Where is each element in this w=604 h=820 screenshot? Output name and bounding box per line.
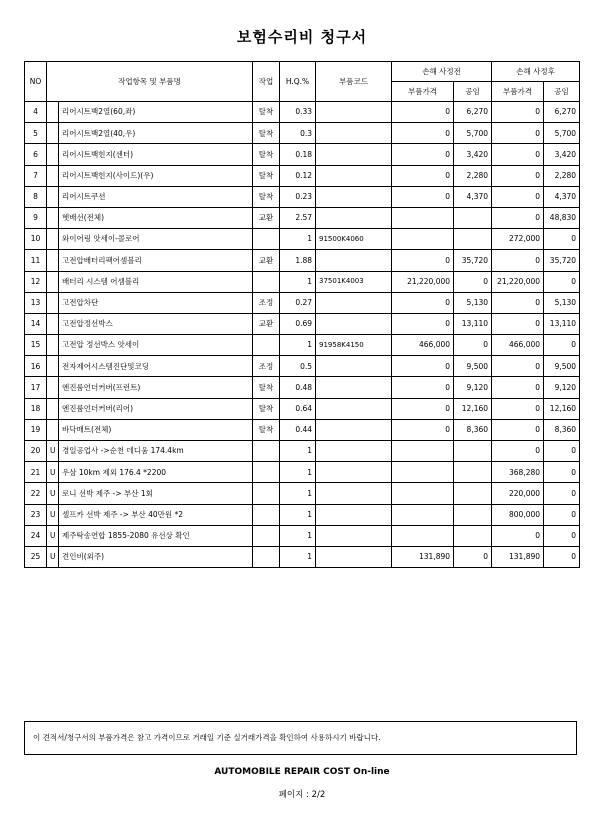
row-after-part-price: 131,890	[492, 546, 544, 567]
row-hq: 0.27	[280, 292, 316, 313]
row-item-name: 엔진룸언더커버(리어)	[59, 398, 253, 419]
row-before-part-price	[392, 207, 454, 228]
row-before-part-price	[392, 504, 454, 525]
table-row	[25, 102, 580, 123]
row-part-code	[316, 546, 392, 567]
row-hq: 0.69	[280, 313, 316, 334]
row-work-type: 탈착	[253, 165, 280, 186]
row-work-type: 탈착	[253, 123, 280, 144]
row-after-labor: 35,720	[544, 250, 580, 271]
table-row	[25, 186, 580, 207]
row-after-part-price: 272,000	[492, 229, 544, 250]
table-row	[25, 207, 580, 228]
row-before-part-price: 0	[392, 419, 454, 440]
header-after-labor: 공임	[544, 82, 580, 102]
row-u-flag: U	[47, 504, 59, 525]
row-item-name: 경일공업사 ->순천 데디움 174.4km	[59, 441, 253, 462]
row-work-type: 교환	[253, 250, 280, 271]
row-hq: 0.64	[280, 398, 316, 419]
row-after-labor: 5,130	[544, 292, 580, 313]
row-no: 23	[25, 504, 47, 525]
row-part-code	[316, 419, 392, 440]
table-row	[25, 356, 580, 377]
row-no: 20	[25, 441, 47, 462]
header-after-group: 손해 사정후	[492, 62, 580, 82]
header-code: 부품코드	[316, 62, 392, 102]
row-before-part-price	[392, 483, 454, 504]
row-no: 8	[25, 186, 47, 207]
document-title: 보험수리비 청구서	[236, 28, 368, 46]
row-work-type: 교환	[253, 313, 280, 334]
row-before-labor	[454, 229, 492, 250]
row-work-type: 탈착	[253, 419, 280, 440]
row-no: 17	[25, 377, 47, 398]
row-before-part-price: 0	[392, 165, 454, 186]
row-after-part-price: 0	[492, 250, 544, 271]
table-row	[25, 546, 580, 567]
row-before-part-price: 0	[392, 123, 454, 144]
row-after-part-price: 0	[492, 292, 544, 313]
row-part-code	[316, 144, 392, 165]
row-no: 19	[25, 419, 47, 440]
row-hq: 1	[280, 271, 316, 292]
row-before-labor: 12,160	[454, 398, 492, 419]
row-hq: 1	[280, 483, 316, 504]
row-after-labor: 0	[544, 462, 580, 483]
row-work-type	[253, 335, 280, 356]
table-row	[25, 144, 580, 165]
row-before-labor: 5,130	[454, 292, 492, 313]
row-after-part-price: 0	[492, 144, 544, 165]
row-after-labor: 13,110	[544, 313, 580, 334]
row-before-labor	[454, 441, 492, 462]
row-item-name: 고전압배터리팩어셈블리	[59, 250, 253, 271]
row-part-code	[316, 377, 392, 398]
row-after-labor: 12,160	[544, 398, 580, 419]
row-part-code	[316, 356, 392, 377]
row-before-part-price: 0	[392, 377, 454, 398]
row-after-part-price: 220,000	[492, 483, 544, 504]
row-before-labor: 0	[454, 546, 492, 567]
row-work-type: 탈착	[253, 186, 280, 207]
row-part-code	[316, 186, 392, 207]
row-hq: 0.18	[280, 144, 316, 165]
table-row	[25, 250, 580, 271]
notice-box: 이 견적서/청구서의 부품가격은 참고 가격이므로 거래일 기준 실거래가격을 확인하여 사용하시기 바랍니다.	[24, 721, 577, 755]
row-after-part-price: 800,000	[492, 504, 544, 525]
row-u-flag	[47, 186, 59, 207]
page-number: 페이지 : 2/2	[278, 790, 326, 800]
row-after-labor: 9,120	[544, 377, 580, 398]
row-after-part-price: 0	[492, 186, 544, 207]
table-row	[25, 462, 580, 483]
row-after-labor: 8,360	[544, 419, 580, 440]
row-hq: 1	[280, 441, 316, 462]
row-work-type	[253, 462, 280, 483]
row-item-name: 우삼 10km 제외 176.4 *2200	[59, 462, 253, 483]
row-after-labor: 5,700	[544, 123, 580, 144]
row-hq: 0.48	[280, 377, 316, 398]
repair-cost-table	[24, 61, 580, 568]
table-row	[25, 419, 580, 440]
row-part-code: 91958K4150	[316, 335, 392, 356]
table-row	[25, 525, 580, 546]
row-u-flag: U	[47, 525, 59, 546]
table-row	[25, 377, 580, 398]
row-no: 24	[25, 525, 47, 546]
row-item-name: 헷배선(전체)	[59, 207, 253, 228]
row-work-type: 탈착	[253, 144, 280, 165]
row-u-flag	[47, 123, 59, 144]
row-item-name: 고전압정선박스	[59, 313, 253, 334]
table-row	[25, 292, 580, 313]
row-hq: 0.12	[280, 165, 316, 186]
row-before-labor: 35,720	[454, 250, 492, 271]
row-hq: 1	[280, 504, 316, 525]
row-item-name: 와이어링 앗세이-콜로어	[59, 229, 253, 250]
table-row	[25, 229, 580, 250]
row-item-name: 전자제어시스템진단및코딩	[59, 356, 253, 377]
row-item-name: 제주탁송연합 1855-2080 유선상 확인	[59, 525, 253, 546]
row-u-flag: U	[47, 546, 59, 567]
row-before-part-price	[392, 229, 454, 250]
row-after-part-price: 0	[492, 165, 544, 186]
row-before-part-price: 0	[392, 356, 454, 377]
row-u-flag: U	[47, 462, 59, 483]
row-before-labor: 8,360	[454, 419, 492, 440]
row-work-type	[253, 483, 280, 504]
row-before-labor: 0	[454, 271, 492, 292]
row-no: 25	[25, 546, 47, 567]
row-part-code: 91500K4060	[316, 229, 392, 250]
row-item-name: 고전압 정선박스 앗세이	[59, 335, 253, 356]
row-before-labor	[454, 207, 492, 228]
row-before-labor: 6,270	[454, 102, 492, 123]
row-part-code	[316, 102, 392, 123]
row-part-code	[316, 441, 392, 462]
row-hq: 1.88	[280, 250, 316, 271]
row-after-part-price: 0	[492, 102, 544, 123]
row-work-type: 교환	[253, 207, 280, 228]
row-work-type	[253, 525, 280, 546]
row-after-part-price: 0	[492, 313, 544, 334]
row-u-flag	[47, 377, 59, 398]
table-row	[25, 398, 580, 419]
row-u-flag	[47, 271, 59, 292]
row-u-flag	[47, 356, 59, 377]
row-no: 6	[25, 144, 47, 165]
header-before-group: 손해 사정전	[392, 62, 492, 82]
footer-brand: AUTOMOBILE REPAIR COST On-line	[214, 767, 390, 777]
row-before-labor: 9,120	[454, 377, 492, 398]
row-part-code	[316, 313, 392, 334]
header-after-part-price: 부품가격	[492, 82, 544, 102]
row-hq: 1	[280, 462, 316, 483]
row-item-name: 로니 선박 제주 -> 부산 1회	[59, 483, 253, 504]
row-hq: 1	[280, 546, 316, 567]
row-no: 10	[25, 229, 47, 250]
row-work-type	[253, 441, 280, 462]
row-work-type	[253, 229, 280, 250]
row-no: 18	[25, 398, 47, 419]
row-before-labor: 5,700	[454, 123, 492, 144]
row-u-flag: U	[47, 441, 59, 462]
row-after-labor: 48,830	[544, 207, 580, 228]
row-u-flag	[47, 419, 59, 440]
table-row	[25, 483, 580, 504]
row-no: 14	[25, 313, 47, 334]
row-after-labor: 0	[544, 504, 580, 525]
row-after-part-price: 0	[492, 123, 544, 144]
row-item-name: 리어시트백2열(40,우)	[59, 123, 253, 144]
row-no: 12	[25, 271, 47, 292]
row-before-labor	[454, 462, 492, 483]
row-hq: 0.3	[280, 123, 316, 144]
row-before-labor	[454, 483, 492, 504]
header-hq: H.Q.%	[280, 62, 316, 102]
row-no: 21	[25, 462, 47, 483]
row-before-labor: 13,110	[454, 313, 492, 334]
row-after-labor: 0	[544, 546, 580, 567]
row-u-flag: U	[47, 483, 59, 504]
row-before-labor	[454, 504, 492, 525]
row-u-flag	[47, 207, 59, 228]
row-part-code	[316, 165, 392, 186]
row-part-code	[316, 504, 392, 525]
row-no: 9	[25, 207, 47, 228]
row-before-part-price: 0	[392, 313, 454, 334]
row-no: 22	[25, 483, 47, 504]
row-part-code	[316, 483, 392, 504]
row-after-part-price: 0	[492, 377, 544, 398]
table-row	[25, 441, 580, 462]
row-after-labor: 0	[544, 335, 580, 356]
row-before-labor: 3,420	[454, 144, 492, 165]
table-row	[25, 123, 580, 144]
row-before-part-price: 0	[392, 292, 454, 313]
row-before-part-price: 0	[392, 186, 454, 207]
table-row	[25, 335, 580, 356]
row-after-labor: 0	[544, 229, 580, 250]
row-after-part-price: 0	[492, 419, 544, 440]
row-before-part-price: 0	[392, 398, 454, 419]
row-work-type: 탈착	[253, 377, 280, 398]
row-before-part-price: 21,220,000	[392, 271, 454, 292]
row-part-code	[316, 398, 392, 419]
row-work-type: 조정	[253, 292, 280, 313]
row-after-part-price: 0	[492, 441, 544, 462]
row-u-flag	[47, 144, 59, 165]
row-after-part-price: 368,280	[492, 462, 544, 483]
row-before-labor: 0	[454, 335, 492, 356]
row-item-name: 리어시트쿠션	[59, 186, 253, 207]
row-after-labor: 9,500	[544, 356, 580, 377]
row-no: 16	[25, 356, 47, 377]
row-item-name: 바닥매트(전체)	[59, 419, 253, 440]
row-item-name: 견인비(외주)	[59, 546, 253, 567]
header-no: NO	[25, 62, 47, 102]
row-no: 7	[25, 165, 47, 186]
row-item-name: 배터리 시스템 어셈블리	[59, 271, 253, 292]
row-hq: 0.5	[280, 356, 316, 377]
row-no: 11	[25, 250, 47, 271]
row-u-flag	[47, 165, 59, 186]
row-work-type: 탈착	[253, 398, 280, 419]
row-before-part-price	[392, 441, 454, 462]
row-before-labor	[454, 525, 492, 546]
row-after-labor: 0	[544, 525, 580, 546]
table-row	[25, 271, 580, 292]
row-no: 13	[25, 292, 47, 313]
row-work-type	[253, 546, 280, 567]
row-hq: 2.57	[280, 207, 316, 228]
table-row	[25, 313, 580, 334]
row-u-flag	[47, 102, 59, 123]
table-row	[25, 165, 580, 186]
row-u-flag	[47, 335, 59, 356]
row-before-part-price: 0	[392, 144, 454, 165]
table-row	[25, 504, 580, 525]
row-after-labor: 6,270	[544, 102, 580, 123]
row-no: 5	[25, 123, 47, 144]
row-part-code	[316, 462, 392, 483]
row-before-part-price: 0	[392, 250, 454, 271]
row-part-code: 37501K4003	[316, 271, 392, 292]
header-before-part-price: 부품가격	[392, 82, 454, 102]
row-work-type: 조정	[253, 356, 280, 377]
row-after-part-price: 21,220,000	[492, 271, 544, 292]
row-no: 15	[25, 335, 47, 356]
row-hq: 1	[280, 229, 316, 250]
row-part-code	[316, 207, 392, 228]
row-no: 4	[25, 102, 47, 123]
row-item-name: 리어시트백2열(60,좌)	[59, 102, 253, 123]
row-part-code	[316, 123, 392, 144]
row-hq: 1	[280, 335, 316, 356]
row-hq: 1	[280, 525, 316, 546]
row-after-labor: 0	[544, 271, 580, 292]
table-body	[25, 102, 580, 568]
row-part-code	[316, 250, 392, 271]
row-after-labor: 2,280	[544, 165, 580, 186]
row-before-part-price: 466,000	[392, 335, 454, 356]
row-u-flag	[47, 250, 59, 271]
row-work-type	[253, 504, 280, 525]
row-item-name: 리어시트백힌지(센터)	[59, 144, 253, 165]
header-work: 작업	[253, 62, 280, 102]
row-after-labor: 0	[544, 483, 580, 504]
row-hq: 0.44	[280, 419, 316, 440]
row-before-labor: 2,280	[454, 165, 492, 186]
row-after-part-price: 0	[492, 207, 544, 228]
row-u-flag	[47, 398, 59, 419]
row-after-part-price: 466,000	[492, 335, 544, 356]
row-work-type: 탈착	[253, 102, 280, 123]
header-item: 작업항목 및 부품명	[47, 62, 253, 102]
row-before-labor: 9,500	[454, 356, 492, 377]
header-before-labor: 공임	[454, 82, 492, 102]
row-after-labor: 0	[544, 441, 580, 462]
row-after-part-price: 0	[492, 525, 544, 546]
row-before-labor: 4,370	[454, 186, 492, 207]
row-after-labor: 4,370	[544, 186, 580, 207]
row-work-type	[253, 271, 280, 292]
row-after-labor: 3,420	[544, 144, 580, 165]
row-part-code	[316, 525, 392, 546]
row-item-name: 고전압차단	[59, 292, 253, 313]
row-hq: 0.23	[280, 186, 316, 207]
row-item-name: 셀프카 선박 제주 -> 부산 40만원 *2	[59, 504, 253, 525]
row-u-flag	[47, 313, 59, 334]
row-part-code	[316, 292, 392, 313]
row-after-part-price: 0	[492, 398, 544, 419]
row-item-name: 리어시트백힌지(사이드)(우)	[59, 165, 253, 186]
row-item-name: 엔진룸언더커버(프런트)	[59, 377, 253, 398]
row-before-part-price	[392, 525, 454, 546]
row-hq: 0.33	[280, 102, 316, 123]
row-before-part-price	[392, 462, 454, 483]
row-u-flag	[47, 292, 59, 313]
row-before-part-price: 0	[392, 102, 454, 123]
row-u-flag	[47, 229, 59, 250]
row-after-part-price: 0	[492, 356, 544, 377]
row-before-part-price: 131,890	[392, 546, 454, 567]
